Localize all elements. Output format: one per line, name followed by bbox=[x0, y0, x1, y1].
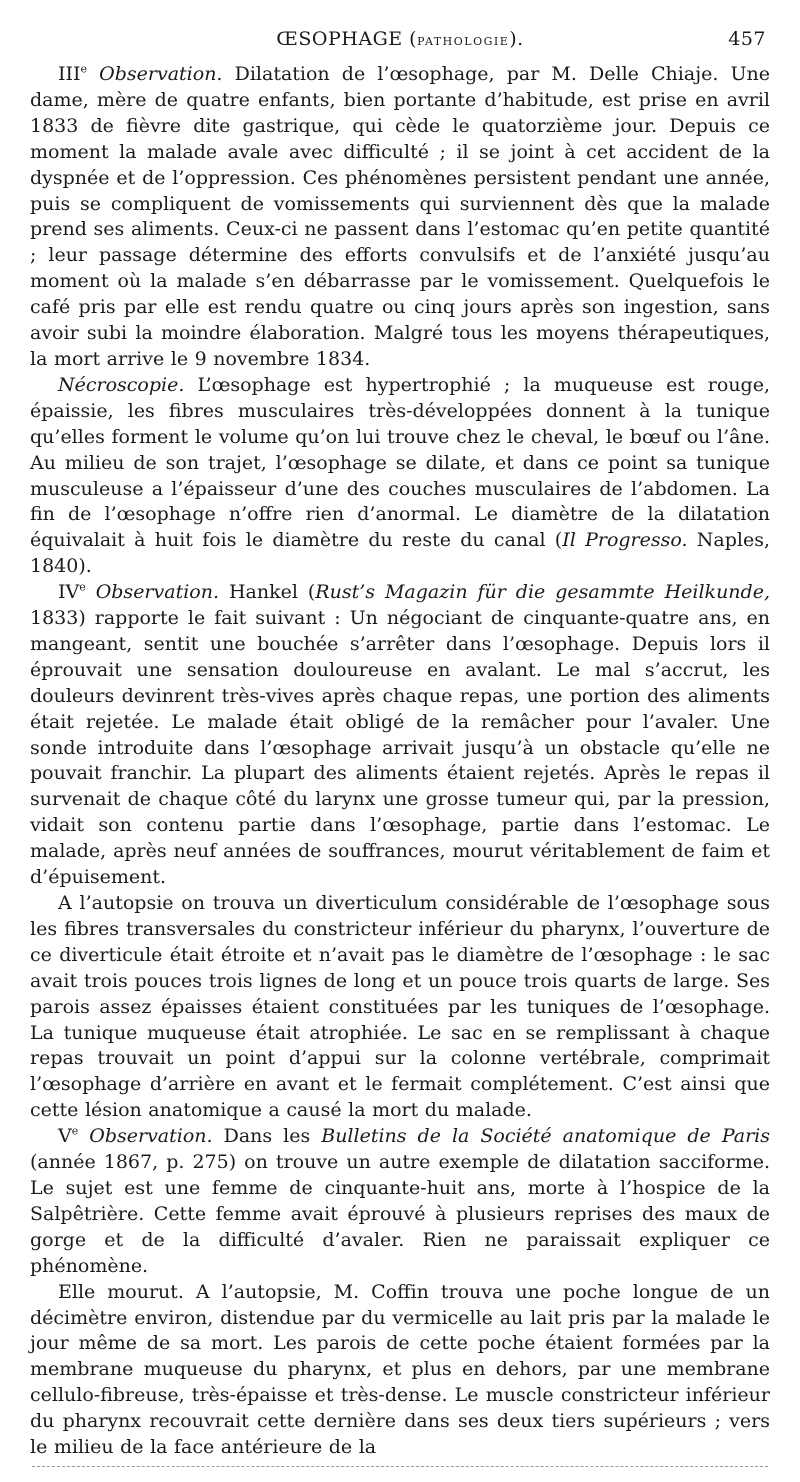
source-citation: Rust’s Magazin für die gesammte Heilkunde, bbox=[315, 581, 770, 604]
text-body bbox=[30, 62, 770, 1461]
obs-numeral: V bbox=[58, 1125, 72, 1148]
paragraph-text: A l’autopsie on trouva un diverticulum considérable de l’œsophage sous les fibres transversales du constricteur inférieur du pharynx, l’ouverture de ce diverticule était étroite et n’avait pas le diamètre de l’œsophage : le sac avait trois pouces trois lignes de long et un pouce trois quarts de large. Ses parois assez épaisses étaient constituées par les tuniques de l’œsophage. La tunique muqueuse était atrophiée. Le sac en se remplissant à chaque repas trouvait un point d’appui sur la colonne vertébrale, comprimait l’œsophage d’arrière en avant et le fermait complétement. C’est ainsi que cette lésion anatomique a causé la mort du malade. bbox=[30, 892, 770, 1122]
title-sub: PATHOLOGIE bbox=[417, 35, 510, 48]
obs-label: Observation. bbox=[85, 581, 220, 604]
obs-label: Observation. bbox=[87, 63, 223, 85]
running-title bbox=[30, 28, 770, 50]
paragraph-text: Dans les bbox=[212, 1125, 322, 1148]
obs-numeral: IV bbox=[58, 581, 80, 604]
paragraph-text-after: (année 1867, p. 275) on trouve un autre exemple de dilatation sacciforme. Le sujet est une femme de cinquante-huit ans, morte à l’hospice de la Salpêtrière. Cette femme avait éprouvé à plusieurs reprises des maux de gorge et de la difficulté d’avaler. Rien ne paraissait expliquer ce phénomène. bbox=[30, 1151, 770, 1277]
paragraph-text: Dilatation de l’œsophage, par M. Delle Chiaje. Une dame, mère de quatre enfants, bien portante d’habitude, est prise en avril 1833 de fièvre dite gastrique, qui cède le quatorzième jour. Depuis ce moment la malade avale avec difficulté ; il se joint à cet accident de la dyspnée et de l’oppression. Ces phénomènes persistent pendant une année, puis se compliquent de vomissements qui surviennent dès que la malade prend ses aliments. Ceux-ci ne passent dans l’estomac qu’en petite quantité ; leur passage détermine des efforts convulsifs et de l’anxiété jusqu’au moment où la malade s’en débarrasse par le vomissement. Quelquefois le café pris par elle est rendu quatre ou cinq jours après son ingestion, sans avoir subi la moindre élaboration. Malgré tous les moyens thérapeutiques, la mort arrive le 9 novembre 1834. bbox=[30, 63, 770, 370]
paragraph-observation-3 bbox=[30, 62, 770, 373]
paragraph-text: Elle mourut. A l’autopsie, M. Coffin trouva une poche longue de un décimètre environ, distendue par du vermicelle au lait pris par la malade le jour même de sa mort. Les parois de cette poche étaient formées par la membrane muqueuse du pharynx, et plus en dehors, par une membrane cellulo-fibreuse, très-épaisse et très-dense. Le muscle constricteur inférieur du pharynx recouvrait cette dernière dans ses deux tiers supérieurs ; vers le milieu de la face antérieure de la bbox=[30, 1280, 770, 1459]
obs-sup: e bbox=[80, 62, 88, 76]
title-open: ( bbox=[402, 28, 418, 50]
paragraph-text: Hankel ( bbox=[219, 581, 316, 604]
obs-numeral: III bbox=[58, 63, 81, 85]
book-page bbox=[30, 22, 770, 1461]
page-number: 457 bbox=[728, 28, 766, 50]
source-citation: Bulletins de la Société anatomique de Paris bbox=[321, 1125, 770, 1148]
bottom-dotted-rule bbox=[32, 1466, 768, 1467]
obs-label: Observation. bbox=[78, 1125, 213, 1148]
paragraph-observation-4 bbox=[30, 580, 770, 891]
obs-sup: e bbox=[79, 580, 86, 594]
title-main: ŒSOPHAGE bbox=[276, 28, 403, 50]
running-header bbox=[30, 22, 770, 52]
title-close: ). bbox=[509, 28, 524, 50]
obs-sup: e bbox=[71, 1124, 79, 1138]
paragraph-elle-mourut bbox=[30, 1280, 770, 1461]
paragraph-necroscopie bbox=[30, 373, 770, 580]
source-citation: Il Progresso. bbox=[562, 529, 688, 552]
obs-label: Nécroscopie. bbox=[58, 373, 185, 396]
paragraph-text: L’œsophage est hypertrophié ; la muqueuse est rouge, épaissie, les fibres musculaires très-développées donnent à la tunique qu’elles forment le volume qu’on lui trouve chez le cheval, le bœuf ou l’âne. Au milieu de son trajet, l’œsophage se dilate, et dans ce point sa tunique musculeuse a l’épaisseur d’une des couches musculaires de l’abdomen. La fin de l’œsophage n’offre rien d’anormal. Le diamètre de la dilatation équivalait à huit fois le diamètre du reste du canal ( bbox=[30, 373, 770, 552]
paragraph-autopsie bbox=[30, 891, 770, 1124]
paragraph-text-after: Naples, 1840). bbox=[30, 529, 771, 578]
paragraph-observation-5 bbox=[30, 1124, 770, 1279]
paragraph-text-after: 1833) rapporte le fait suivant : Un négociant de cinquante-quatre ans, en mangeant, sentit une bouchée s’arrêter dans l’œsophage. Depuis lors il éprouvait une sensation douloureuse en avalant. Le mal s’accrut, les douleurs devinrent très-vives après chaque repas, une portion des aliments était rejetée. Le malade était obligé de la remâcher pour l’avaler. Une sonde introduite dans l’œsophage arrivait jusqu’à un obstacle qu’elle ne pouvait franchir. La plupart des aliments étaient rejetés. Après le repas il survenait de chaque côté du larynx une grosse tumeur qui, par la pression, vidait son contenu partie dans l’œsophage, partie dans l’estomac. Le malade, après neuf années de souffrances, mourut véritablement de faim et d’épuisement. bbox=[30, 607, 770, 889]
